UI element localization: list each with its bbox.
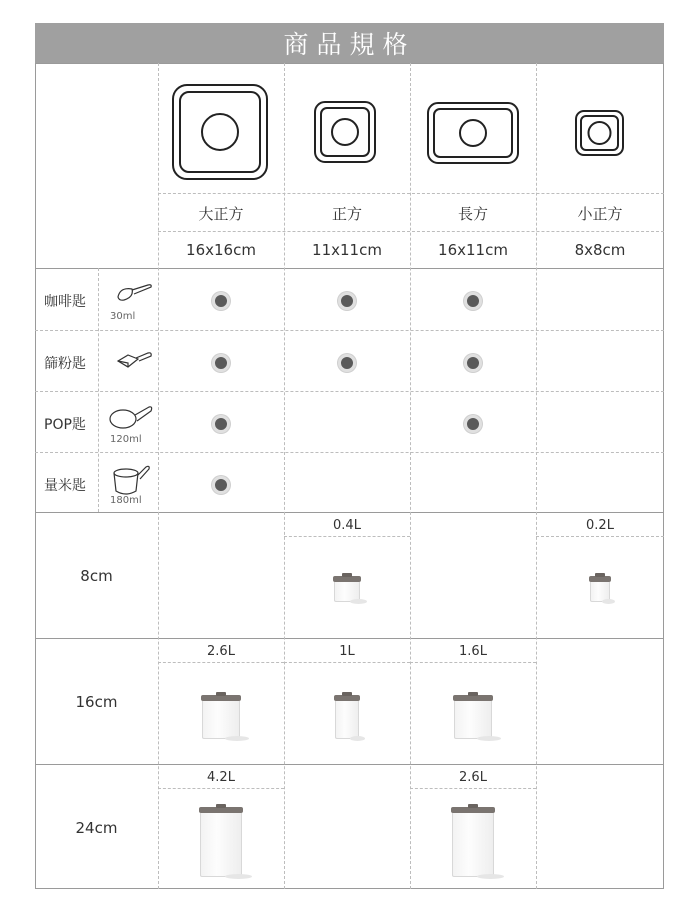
jar-shadow [350,599,367,604]
size-name: 正方 [331,204,362,223]
spoon-volume: 180ml [110,495,142,506]
capacity-label: 2.6L [459,770,487,785]
jar-body [200,813,242,877]
size-name: 長方 [457,204,488,223]
container-jar [334,695,360,739]
container-jar [451,807,495,877]
spoon-name: 篩粉匙 [44,356,86,372]
small-square-lid-icon [574,109,625,157]
capacity-label: 4.2L [207,770,235,785]
sifter-scoop-icon [114,349,154,373]
height-label: 8cm [80,567,113,585]
capacity-label: 1.6L [459,644,487,659]
spoon-name: 量米匙 [44,478,86,494]
jar-body [335,701,359,739]
compatible-dot [212,292,230,310]
size-dimension: 16x11cm [438,241,508,259]
size-name-line [158,193,664,194]
jar-shadow [477,874,503,879]
capacity-label: 0.2L [586,518,614,533]
jar-shadow [225,736,249,741]
capacity-underline [158,788,284,789]
compatible-dot [212,415,230,433]
capacity-underline [410,788,536,789]
spoon-row-line [35,452,664,453]
large-square-lid-icon [171,83,269,181]
jar-knob [342,692,352,696]
spoon-row-line [35,330,664,331]
container-jar [589,576,611,602]
page-title: 商品規格 [35,23,664,63]
compatible-dot [464,415,482,433]
compatible-dot [212,354,230,372]
capacity-label: 2.6L [207,644,235,659]
header-bottom-line [35,63,664,64]
size-name: 小正方 [577,204,623,223]
jar-knob [342,573,352,577]
container-jar [333,576,361,602]
compatible-dot [338,292,356,310]
capacity-label: 1L [339,644,355,659]
jar-knob [216,692,226,696]
container-jar [453,695,493,739]
capacity-underline [284,536,410,537]
square-lid-icon [313,100,377,164]
compatible-dot [464,292,482,310]
spoon-volume: 120ml [110,434,142,445]
spoon-icon-divider [98,268,99,512]
column-divider [284,63,285,889]
jar-body [202,701,240,739]
spoon-name: POP匙 [44,417,86,433]
column-divider [536,63,537,889]
capacity-underline [410,662,536,663]
compatible-dot [212,476,230,494]
size-dimension: 16x16cm [186,241,256,259]
capacity-underline [536,536,664,537]
jar-knob [216,804,226,808]
size-name: 大正方 [198,204,244,223]
jar-knob [468,692,478,696]
top-section-line [35,268,664,269]
rice-scoop-icon [108,463,152,499]
compatible-dot [464,354,482,372]
pop-scoop-icon [107,403,155,433]
jar-knob [595,573,605,577]
jar-shadow [350,736,366,741]
capacity-label: 0.4L [333,518,361,533]
container-jar [201,695,241,739]
rectangle-lid-icon [426,101,520,165]
jar-body [454,701,492,739]
jar-shadow [477,736,501,741]
jar-body [452,813,494,877]
height-label: 16cm [75,693,118,711]
capacity-underline [284,662,410,663]
capacity-underline [158,662,284,663]
coffee-scoop-icon [114,281,154,305]
container-jar [199,807,243,877]
size-dimension: 8x8cm [574,241,626,259]
column-divider [158,63,159,889]
spoon-volume: 30ml [110,311,136,322]
compatible-dot [338,354,356,372]
size-dimension: 11x11cm [312,241,382,259]
jar-knob [468,804,478,808]
spoon-name: 咖啡匙 [44,294,86,310]
column-divider [410,63,411,889]
height-label: 24cm [75,819,118,837]
jar-shadow [225,874,251,879]
spoon-row-line [35,391,664,392]
